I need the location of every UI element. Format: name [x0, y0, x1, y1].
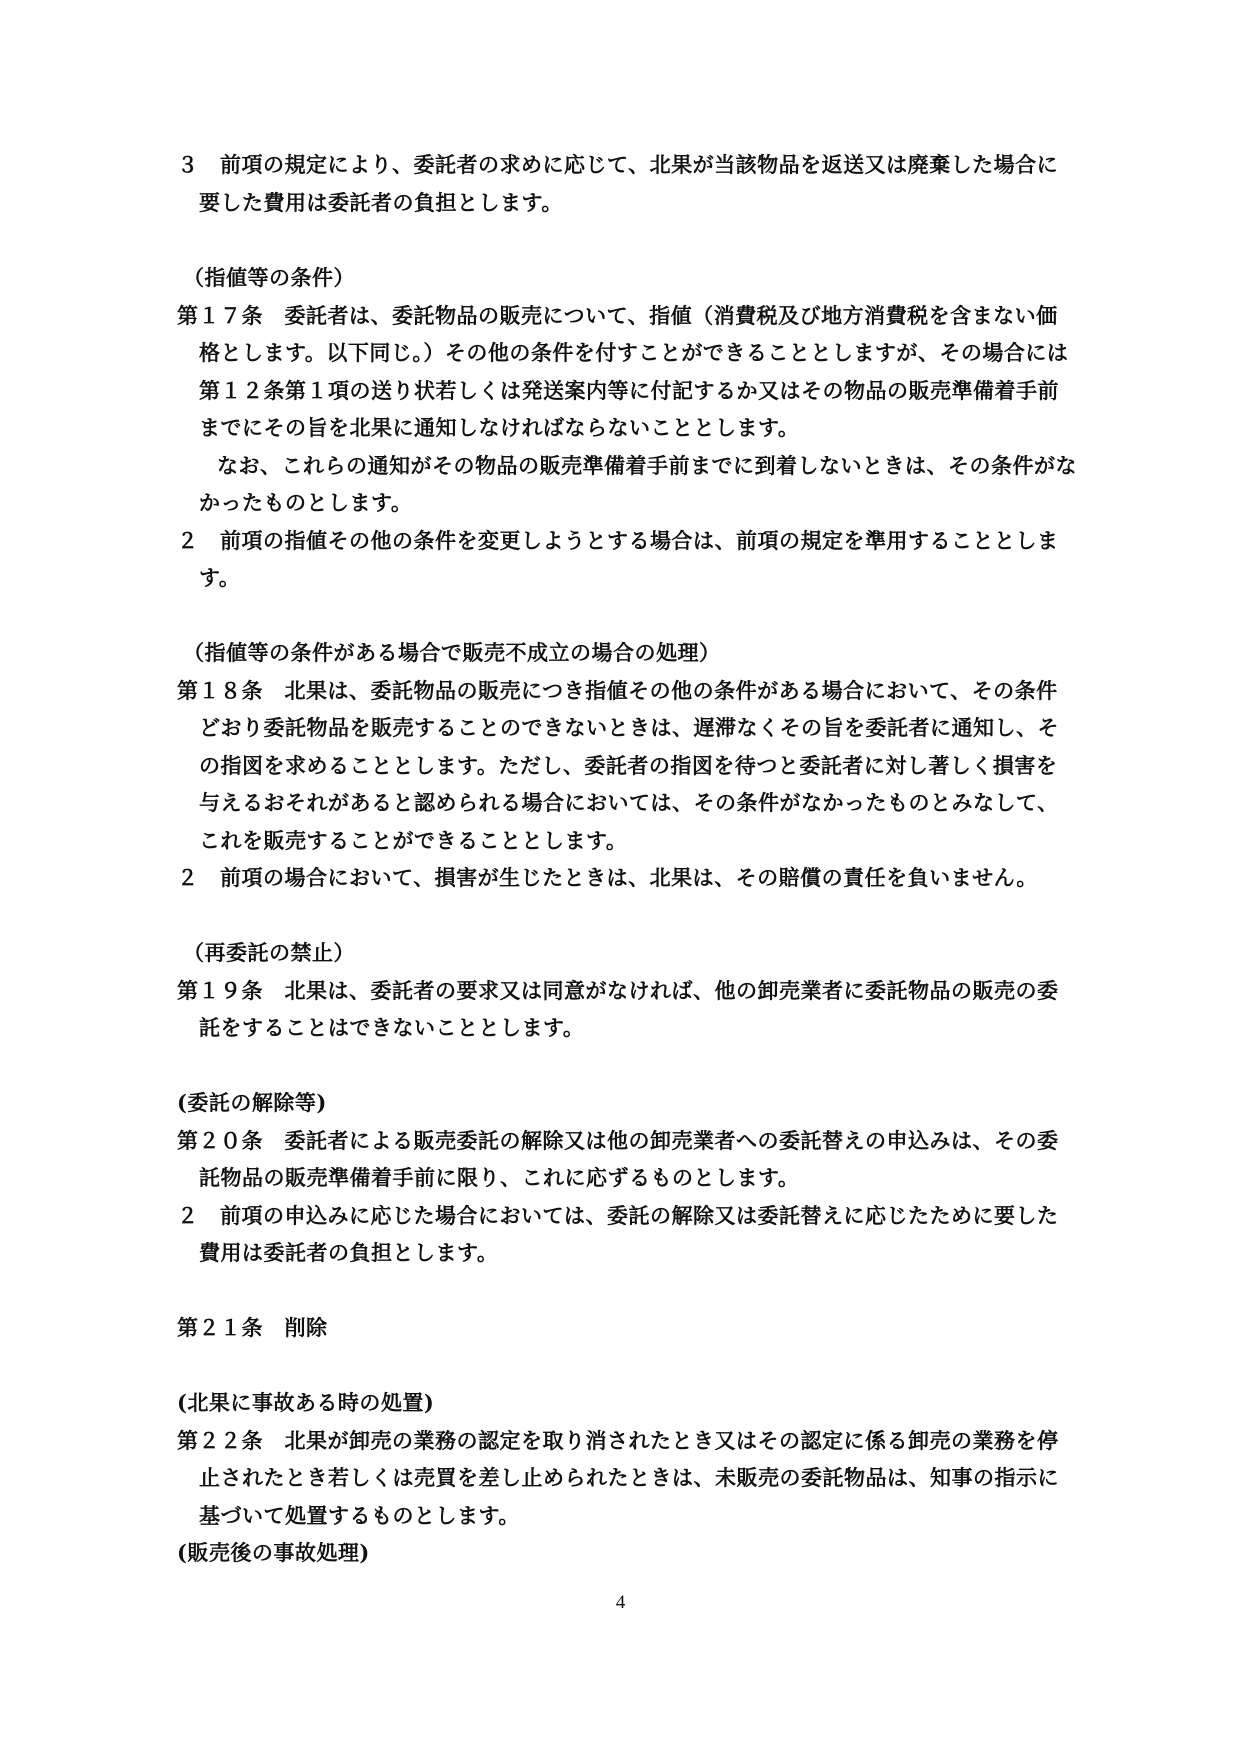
paragraph-16-3: [177, 146, 1077, 221]
article-19-heading: （再委託の禁止）: [183, 940, 355, 965]
article-18: [177, 634, 1077, 897]
article-22: [177, 1384, 1077, 1534]
article-17-clause-1: 第１７条 委託者は、委託物品の販売について、指値（消費税及び地方消費税を含まない価格とします。以下同じ。）その他の条件を付すことができることとしますが、その場合には第１２条第１項の送り状若しくは発送案内等に付記するか又はその物品の販売準備着手前までにその旨を北果に通知しなければならないこととします。: [177, 302, 1069, 440]
page-number: 4: [615, 1592, 626, 1613]
article-18-clause-2: ２ 前項の場合において、損害が生じたときは、北果は、その賠償の責任を負いません。: [177, 865, 1038, 890]
article-18-clause-1: 第１８条 北果は、委託物品の販売につき指値その他の条件がある場合において、その条件どおり委託物品を販売することのできないときは、遅滞なくその旨を委託者に通知し、その指図を求めることとします。ただし、委託者の指図を待つと委託者に対し著しく損害を与えるおそれがあると認められる場合においては、その条件がなかったものとみなして、これを販売することができることとします。: [177, 677, 1059, 853]
article-23: [177, 1534, 1077, 1572]
article-20: [177, 1084, 1077, 1272]
clause-16-3: ３ 前項の規定により、委託者の求めに応じて、北果が当該物品を返送又は廃棄した場合に要した費用は委託者の負担とします。: [177, 152, 1059, 215]
article-17-clause-2: ２ 前項の指値その他の条件を変更しようとする場合は、前項の規定を準用することとします。: [177, 527, 1059, 590]
article-17: [177, 259, 1077, 597]
article-20-clause-1: 第２０条 委託者による販売委託の解除又は他の卸売業者への委託替えの申込みは、その委託物品の販売準備着手前に限り、これに応ずるものとします。: [177, 1127, 1059, 1190]
article-21-clause: 第２１条 削除: [177, 1315, 328, 1340]
article-22-clause: 第２２条 北果が卸売の業務の認定を取り消されたとき又はその認定に係る卸売の業務を停止されたとき若しくは売買を差し止められたときは、未販売の委託物品は、知事の指示に基づいて処置するものとします。: [177, 1427, 1059, 1528]
article-22-heading: (北果に事故ある時の処置): [177, 1390, 435, 1415]
article-18-heading: （指値等の条件がある場合で販売不成立の場合の処理）: [183, 640, 721, 665]
article-17-heading: （指値等の条件）: [183, 265, 355, 290]
article-19: [177, 934, 1077, 1047]
article-17-note: なお、これらの通知がその物品の販売準備着手前までに到着しないときは、その条件がなかったものとします。: [199, 452, 1077, 515]
article-20-clause-2: ２ 前項の申込みに応じた場合においては、委託の解除又は委託替えに応じたために要した費用は委託者の負担とします。: [177, 1202, 1059, 1265]
article-19-clause: 第１９条 北果は、委託者の要求又は同意がなければ、他の卸売業者に委託物品の販売の委託をすることはできないこととします。: [177, 977, 1059, 1040]
article-21: [177, 1309, 1077, 1347]
article-20-heading: (委託の解除等): [177, 1090, 327, 1115]
article-23-heading: (販売後の事故処理): [177, 1540, 370, 1565]
